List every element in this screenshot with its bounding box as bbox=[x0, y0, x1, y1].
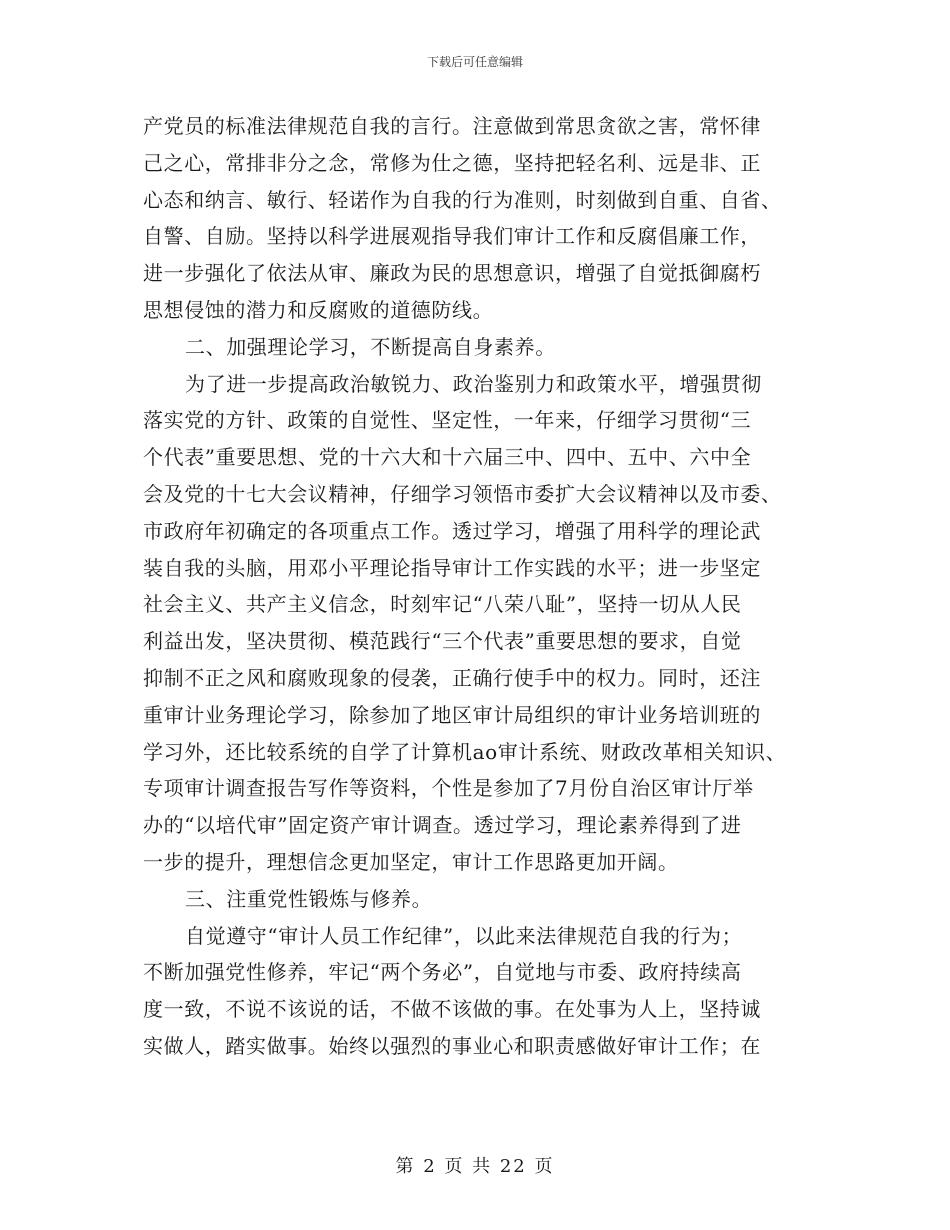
text-line: 学习外，还比较系统的自学了计算机ao审计系统、财政改革相关知识、 bbox=[143, 739, 787, 764]
text-line: 利益出发，坚决贯彻、模范践行“三个代表”重要思想的要求，自觉 bbox=[143, 629, 742, 654]
text-line: 一步的提升，理想信念更加坚定，审计工作思路更加开阔。 bbox=[143, 849, 679, 874]
page-header: 下载后可任意编辑 bbox=[426, 55, 523, 69]
text-line: 抑制不正之风和腐败现象的侵袭，正确行使手中的权力。同时，还注 bbox=[143, 665, 761, 690]
text-line: 重审计业务理论学习，除参加了地区审计局组织的审计业务培训班的 bbox=[143, 702, 761, 727]
text-line: 心态和纳言、敏行、轻诺作为自我的行为准则，时刻做到自重、自省、 bbox=[143, 187, 782, 212]
text-line: 社会主义、共产主义信念，时刻牢记“八荣八耻”，坚持一切从人民 bbox=[143, 592, 742, 617]
text-line: 装自我的头脑，用邓小平理论指导审计工作实践的水平；进一步坚定 bbox=[143, 555, 761, 580]
text-line: 思想侵蚀的潜力和反腐败的道德防线。 bbox=[143, 297, 494, 322]
text-line: 落实党的方针、政策的自觉性、坚定性，一年来，仔细学习贯彻“三 bbox=[143, 408, 752, 433]
text-line: 实做人，踏实做事。始终以强烈的事业心和职责感做好审计工作；在 bbox=[143, 1033, 761, 1058]
text-line: 为了进一步提高政治敏锐力、政治鉴别力和政策水平，增强贯彻 bbox=[185, 371, 762, 396]
text-line: 办的“以培代审”固定资产审计调查。透过学习，理论素养得到了进 bbox=[143, 813, 742, 838]
text-line: 自觉遵守“审计人员工作纪律”，以此来法律规范自我的行为； bbox=[185, 923, 743, 948]
text-line: 不断加强党性修养，牢记“两个务必”，自觉地与市委、政府持续高 bbox=[143, 960, 742, 985]
text-line: 度一致，不说不该说的话，不做不该做的事。在处事为人上，坚持诚 bbox=[143, 997, 761, 1022]
text-line: 市政府年初确定的各项重点工作。透过学习，增强了用科学的理论武 bbox=[143, 518, 761, 543]
text-line: 三、注重党性锻炼与修养。 bbox=[185, 886, 433, 911]
text-line: 己之心，常排非分之念，常修为仕之德，坚持把轻名利、远是非、正 bbox=[143, 150, 761, 175]
text-line: 个代表”重要思想、党的十六大和十六届三中、四中、五中、六中全 bbox=[143, 445, 752, 470]
page-footer: 第 2 页 共 22 页 bbox=[395, 1156, 555, 1177]
text-line: 专项审计调查报告写作等资料，个性是参加了7月份自治区审计厅举 bbox=[143, 776, 754, 801]
text-line: 二、加强理论学习，不断提高自身素养。 bbox=[185, 334, 556, 359]
document-body bbox=[143, 108, 823, 1065]
text-line: 会及党的十七大会议精神，仔细学习领悟市委扩大会议精神以及市委、 bbox=[143, 481, 782, 506]
text-line: 自警、自励。坚持以科学进展观指导我们审计工作和反腐倡廉工作， bbox=[143, 224, 761, 249]
text-line: 进一步强化了依法从审、廉政为民的思想意识，增强了自觉抵御腐朽 bbox=[143, 261, 761, 286]
text-line: 产党员的标准法律规范自我的言行。注意做到常思贪欲之害，常怀律 bbox=[143, 114, 761, 138]
